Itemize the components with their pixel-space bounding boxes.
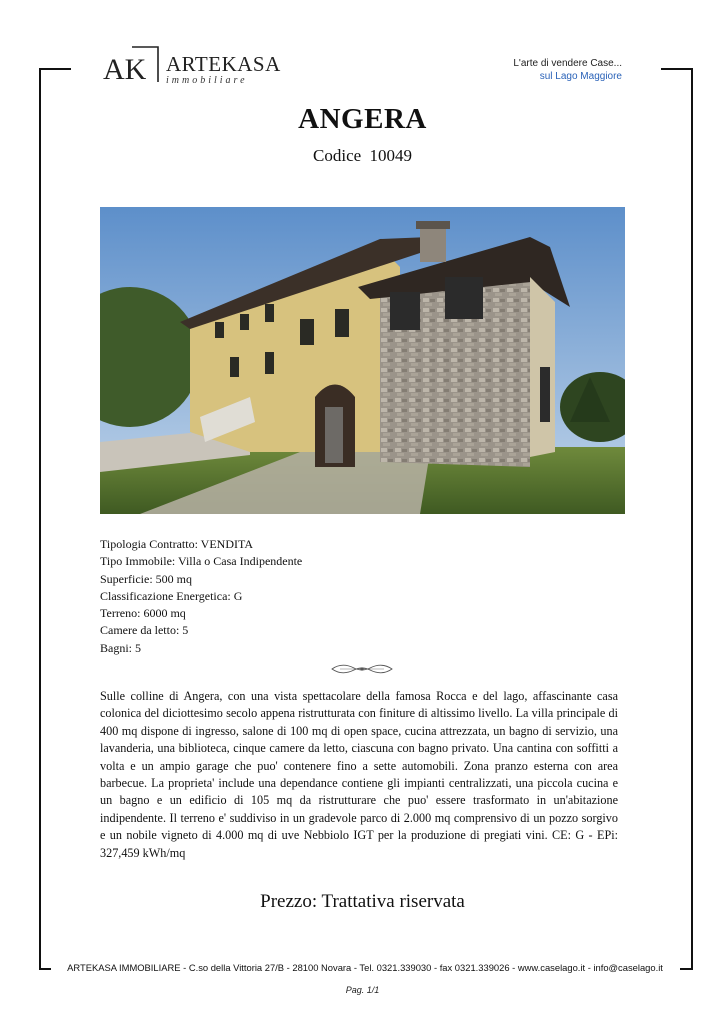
property-specs — [100, 536, 302, 657]
flourish-divider-icon — [330, 661, 394, 677]
footer-contact: ARTEKASA IMMOBILIARE - C.so della Vittoria 27/B - 28100 Novara - Tel. 0321.339030 - fax 0321.339026 - www.caselago.it - info@caselago.it — [67, 962, 663, 973]
logo-initials: AK — [103, 53, 147, 86]
frame-bottom-right — [680, 968, 693, 970]
spec-surface: Superficie: 500 mq — [100, 571, 192, 586]
spec-bedrooms: Camere da letto: 5 — [100, 623, 189, 638]
property-photo — [100, 207, 625, 514]
frame-bottom-left — [39, 968, 51, 970]
ak-logo-mark — [102, 46, 160, 86]
company-logo — [102, 46, 281, 88]
listing-code: Codice 10049 — [313, 146, 412, 165]
frame-right — [691, 68, 693, 970]
listing-title: ANGERA — [298, 103, 427, 135]
spec-bathrooms: Bagni: 5 — [100, 640, 141, 655]
spec-contract-type: Tipologia Contratto: VENDITA — [100, 537, 254, 551]
tagline-line1: L'arte di vendere Case... — [513, 58, 622, 69]
page-number: Pag. 1/1 — [345, 985, 380, 995]
frame-top-right — [661, 68, 693, 70]
property-description: Sulle colline di Angera, con una vista spettacolare della famosa Rocca e del lago, affascinante casa colonica del diciottesimo secolo appena ristrutturata con finiture di altissimo livello. La villa principale di 400 mq dispone di ingresso, salone di 100 mq di open space, cucina attrezzata, un bagno di servizio, una lavanderia, una biblioteca, cinque camere da letto, ciascuna con bagno privato. Una cantina con soffitti a volta e un ampio garage che puo' contenere fino a sette automobili. Zona pranzo esterna con area barbecue. La proprieta' include una dependance contiene gli impianti centralizzati, una piccola cucina e un bagno e un edificio di 105 mq da ristrutturare che puo' essere trasformato in un'abitazione indipendente. Il terreno e' suddiviso in un gradevole parco di 2.000 mq comprensivo di un pozzo sorgivo e un nobile vigneto di 4.000 mq di uve Nebbiolo IGT per la produzione di pregiati vini. CE: G - EPi: 327,459 kWh/mq — [100, 689, 618, 860]
logo-subtitle: immobiliare — [166, 75, 248, 86]
tagline-line2: sul Lago Maggiore — [539, 71, 622, 82]
listing-price: Prezzo: Trattativa riservata — [260, 891, 465, 912]
spec-energy-class: Classificazione Energetica: G — [100, 588, 243, 603]
spec-land: Terreno: 6000 mq — [100, 606, 186, 621]
frame-left — [39, 68, 41, 970]
frame-top-left — [39, 68, 71, 70]
spec-property-type: Tipo Immobile: Villa o Casa Indipendente — [100, 554, 303, 569]
logo-name: ARTEKASA — [166, 52, 281, 76]
